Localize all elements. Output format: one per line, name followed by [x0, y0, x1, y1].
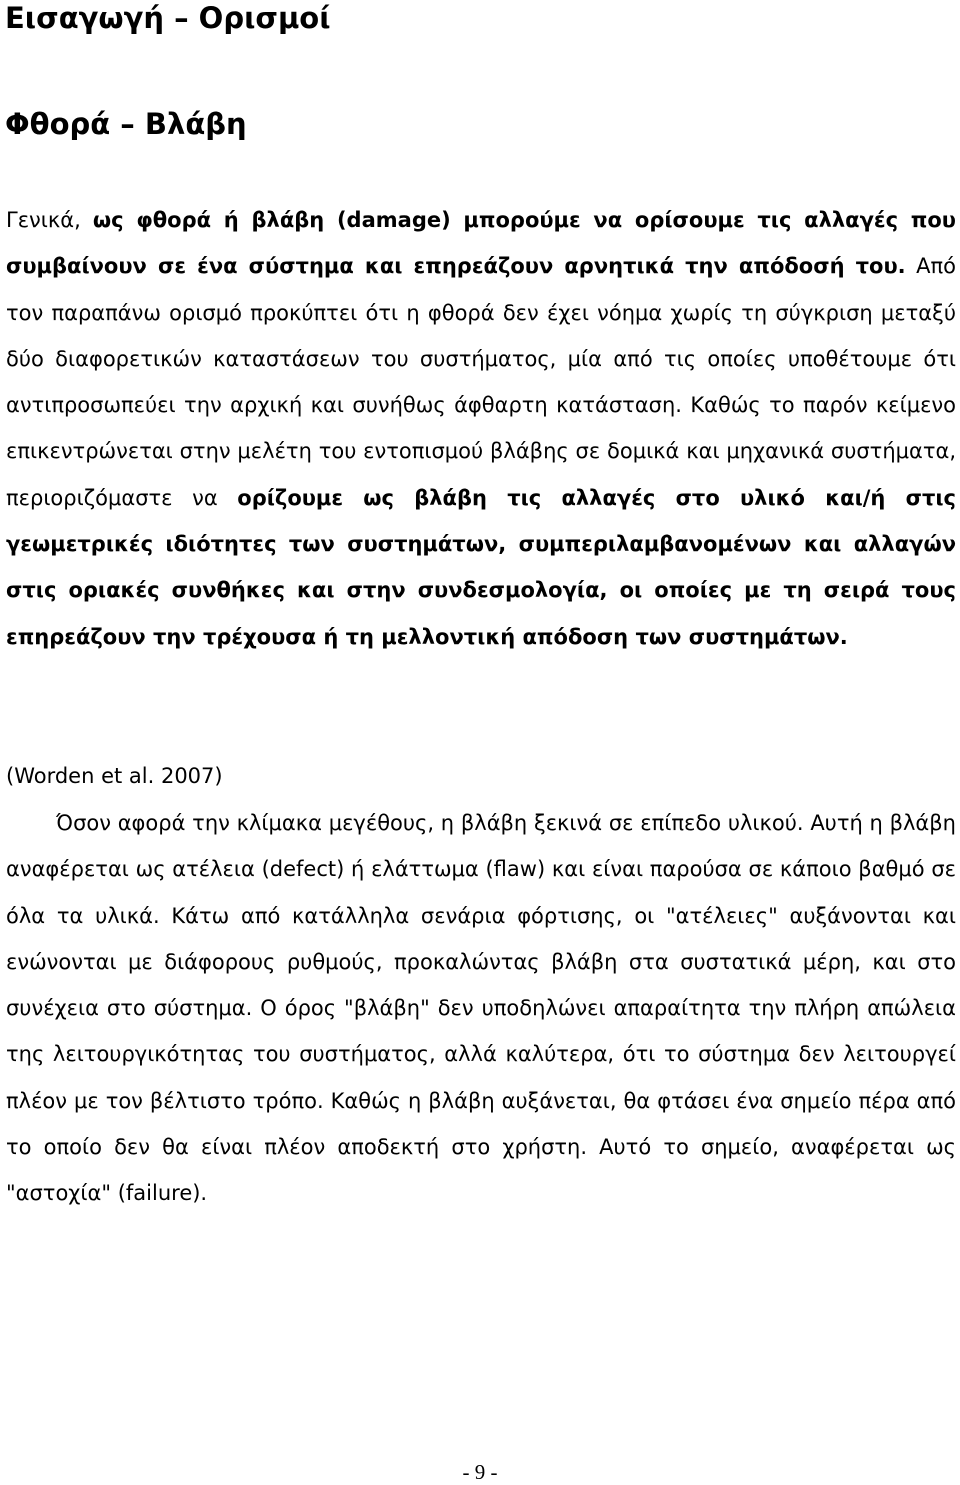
citation: (Worden et al. 2007): [6, 764, 223, 788]
paragraph-scale: Όσον αφορά την κλίμακα μεγέθους, η βλάβη ξεκινά σε επίπεδο υλικού. Αυτή η βλάβη αναφέρεται ως ατέλεια (defect) ή ελάττωμα (flaw) και είναι παρούσα σε κάποιο βαθμό σε όλα τα υλικά. Κάτω από κατάλληλα σενάρια φόρτισης, οι "ατέλειες" αυξάνονται και ενώνονται με διάφορους ρυθμούς, προκαλώντας βλάβη στα συστατικά μέρη, και στο συνέχεια στο σύστημα. Ο όρος "βλάβη" δεν υποδηλώνει απαραίτητα την πλήρη απώλεια της λειτουργικότητας του συστήματος, αλλά καλύτερα, ότι το σύστημα δεν λειτουργεί πλέον με τον βέλτιστο τρόπο. Καθώς η βλάβη αυξάνεται, θα φτάσει ένα σημείο πέρα από το οποίο δεν θα είναι πλέον αποδεκτή στο χρήστη. Αυτό το σημείο, αναφέρεται ως "αστοχία" (failure).: [6, 811, 956, 1206]
paragraph-text: Από τον παραπάνω ορισμό προκύπτει ότι η φθορά δεν έχει νόημα χωρίς τη σύγκριση μεταξύ δύο διαφορετικών καταστάσεων του συστήματος, μία από τις οποίες υποθέτουμε ότι αντιπροσωπεύει την αρχική και συνήθως άφθαρτη κατάσταση. Καθώς το παρόν κείμενο επικεντρώνεται στην μελέτη του εντοπισμού βλάβης σε δομικά και μηχανικά συστήματα, περιοριζόμαστε να: [6, 254, 956, 510]
paragraph-definition: [6, 197, 956, 660]
page-number: - 9 -: [462, 1460, 498, 1484]
bold-text: ως φθορά ή βλάβη (damage) μπορούμε να ορίσουμε τις αλλαγές που συμβαίνουν σε ένα σύστημα και επηρεάζουν αρνητικά την απόδοσή του.: [6, 208, 956, 279]
section-title: Φθορά – Βλάβη: [5, 107, 247, 141]
page-title: Εισαγωγή – Ορισμοί: [5, 1, 331, 35]
bold-text: ορίζουμε ως βλάβη τις αλλαγές στο υλικό και/ή στις γεωμετρικές ιδιότητες των συστημάτων, συμπεριλαμβανομένων και αλλαγών στις οριακές συνθήκες και στην συνδεσμολογία, οι οποίες με τη σειρά τους επηρεάζουν την τρέχουσα ή τη μελλοντική απόδοση των συστημάτων.: [6, 485, 956, 649]
paragraph-text: Γενικά,: [6, 208, 93, 232]
